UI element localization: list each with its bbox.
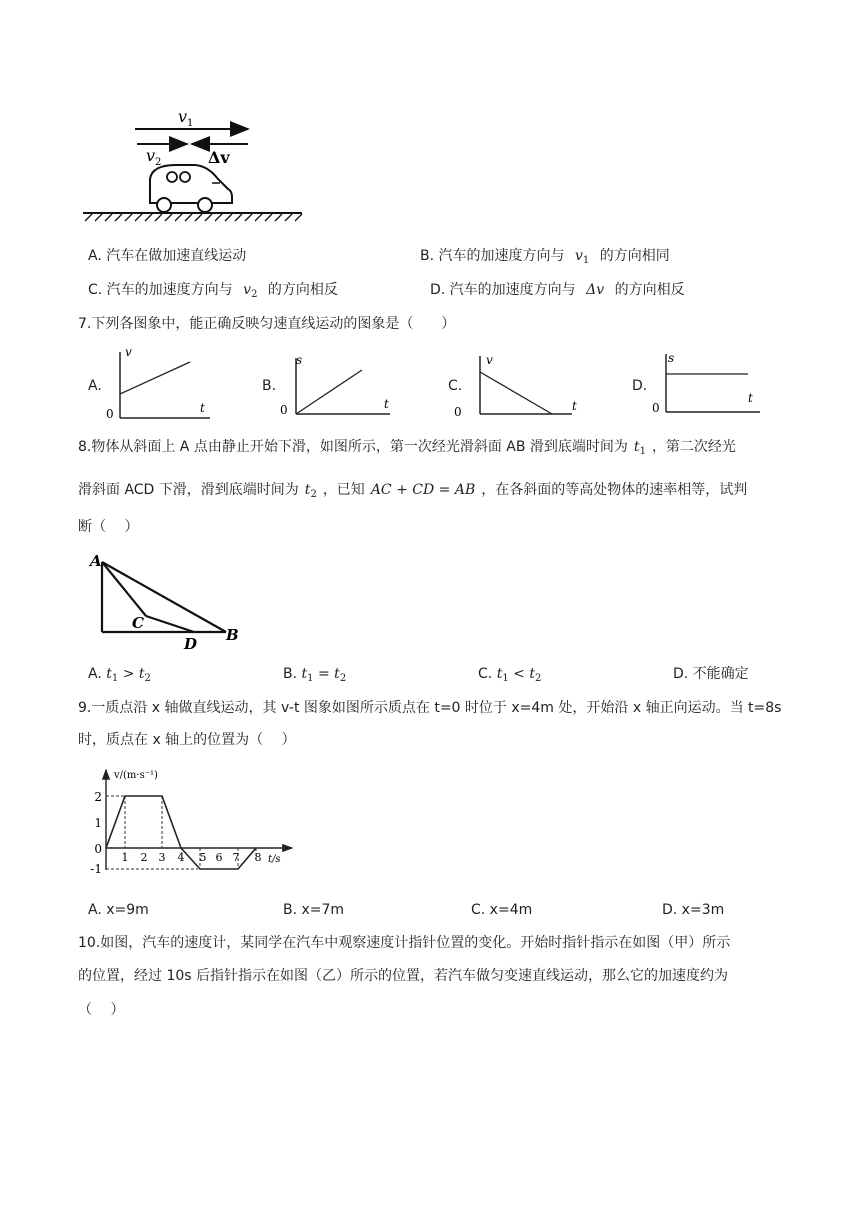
q8-option-a[interactable]: A. $t_1 > t_2$ [88,666,151,684]
q7-graph-b[interactable] [274,348,394,420]
delta-v-label: Δv [208,148,230,167]
car-wheel-rear [198,198,212,212]
q8-t2: $t_2$ [304,482,317,500]
q9-y-tick: 1 [94,816,102,830]
q9-line2: 时，质点在 x 轴上的位置为（ ） [78,732,296,748]
q7-a-x-label: t [200,401,205,415]
q9-x-axis-label: t/s [268,854,281,865]
q6-option-d[interactable] [430,280,685,300]
q6-option-b-text: B. 汽车的加速度方向与 [420,248,565,264]
q8-option-b[interactable]: B. $t_1 = t_2$ [283,666,347,684]
q7-option-c-label[interactable]: C. [448,378,463,394]
point-c-label: C [132,614,144,632]
v2-label: $v_2$ [146,146,162,168]
q8-line3: 断（ ） [78,519,139,535]
q6-option-d-text2: 的方向相反 [614,282,685,298]
q9-option-b[interactable]: B. x=7m [283,902,345,918]
q7-question: 7.下列各图象中，能正确反映匀速直线运动的图象是（ ） [78,316,456,332]
q8-option-c[interactable]: C. $t_1 < t_2$ [478,666,542,684]
q6-option-c-var: $v_2$ [243,282,258,300]
q9-x-tick: 4 [177,851,185,864]
q9-y-tick: 2 [94,790,102,804]
q6-option-b[interactable] [420,246,670,271]
q6-option-c-text: C. 汽车的加速度方向与 [88,282,233,298]
q7-option-d-label[interactable]: D. [632,378,648,394]
q7-a-origin: 0 [106,407,114,421]
q7-d-x-label: t [748,391,753,405]
point-b-label: B [226,626,239,644]
q6-option-a[interactable]: A. 汽车在做加速直线运动 [88,248,247,264]
q7-a-y-label: v [125,345,132,359]
q10-line2: 的位置，经过 10s 后指针指示在如图（乙）所示的位置，若汽车做匀变速直线运动，那么它的加速度约为 [78,968,729,984]
q6-option-c-text2: 的方向相反 [267,282,338,298]
q9-line1: 9.一质点沿 x 轴做直线运动，其 v-t 图象如图所示质点在 t=0 时位于 x=4m 处，开始沿 x 轴正向运动。当 t=8s [78,700,782,716]
q7-c-origin: 0 [454,405,462,419]
q9-x-tick: 3 [158,851,166,864]
q7-graph-a[interactable] [100,342,215,422]
q9-option-a[interactable]: A. x=9m [88,902,149,918]
q9-x-tick: 2 [140,851,148,864]
incline-figure [86,552,246,652]
q9-x-tick: 7 [232,851,240,864]
q10-line3: （ ） [78,1002,125,1018]
q8-equation: AC + CD = AB [370,482,476,498]
q7-b-y-label: s [296,353,303,367]
q10-line1: 10.如图，汽车的速度计，某同学在汽车中观察速度计指针位置的变化。开始时指针指示在如图（甲）所示 [78,935,731,951]
q7-c-x-label: t [572,399,577,413]
q6-option-c[interactable] [88,280,338,305]
q9-y-tick: 0 [94,842,102,856]
q7-c-y-label: v [486,353,493,367]
q6-option-b-var: $v_1$ [574,248,590,266]
q6-option-b-text2: 的方向相同 [599,248,670,264]
q6-option-d-text: D. 汽车的加速度方向与 [430,282,576,298]
car-wheel-front [157,198,171,212]
q9-x-tick: 1 [121,851,129,864]
v1-label: $v_1$ [178,107,194,129]
car-velocity-figure [80,105,310,225]
q7-option-a-label[interactable]: A. [88,378,102,394]
q9-x-tick: 6 [215,851,223,864]
q9-y-axis-label: v/(m·s⁻¹) [114,770,158,781]
q7-d-y-label: s [668,351,675,365]
q7-b-x-label: t [384,397,389,411]
q7-b-origin: 0 [280,403,288,417]
q9-vt-graph [88,764,298,884]
q9-option-c[interactable]: C. x=4m [471,902,533,918]
q7-d-origin: 0 [652,401,660,415]
q8-line1: 8.物体从斜面上 A 点由静止开始下滑，如图所示，第一次经光滑斜面 AB 滑到底端时间为 $t_1$ ，第二次经光 [78,439,736,457]
q9-option-d[interactable]: D. x=3m [662,902,725,918]
q8-t1: $t_1$ [633,439,646,457]
q6-option-d-var: Δv [586,282,605,298]
q9-x-tick: 8 [254,851,262,864]
q9-x-tick: 5 [199,851,207,864]
point-d-label: D [184,635,198,653]
q8-line2: 滑斜面 ACD 下滑，滑到底端时间为 $t_2$ ，已知 AC + CD = AB ，在各斜面的等高处物体的速率相等，试判 [78,482,748,500]
point-a-label: A [90,552,102,570]
q9-y-tick: -1 [90,862,102,876]
q7-option-b-label[interactable]: B. [262,378,277,394]
q7-graph-d[interactable] [646,346,764,418]
q7-graph-c[interactable] [454,348,584,420]
q8-option-d[interactable]: D. 不能确定 [673,666,749,682]
